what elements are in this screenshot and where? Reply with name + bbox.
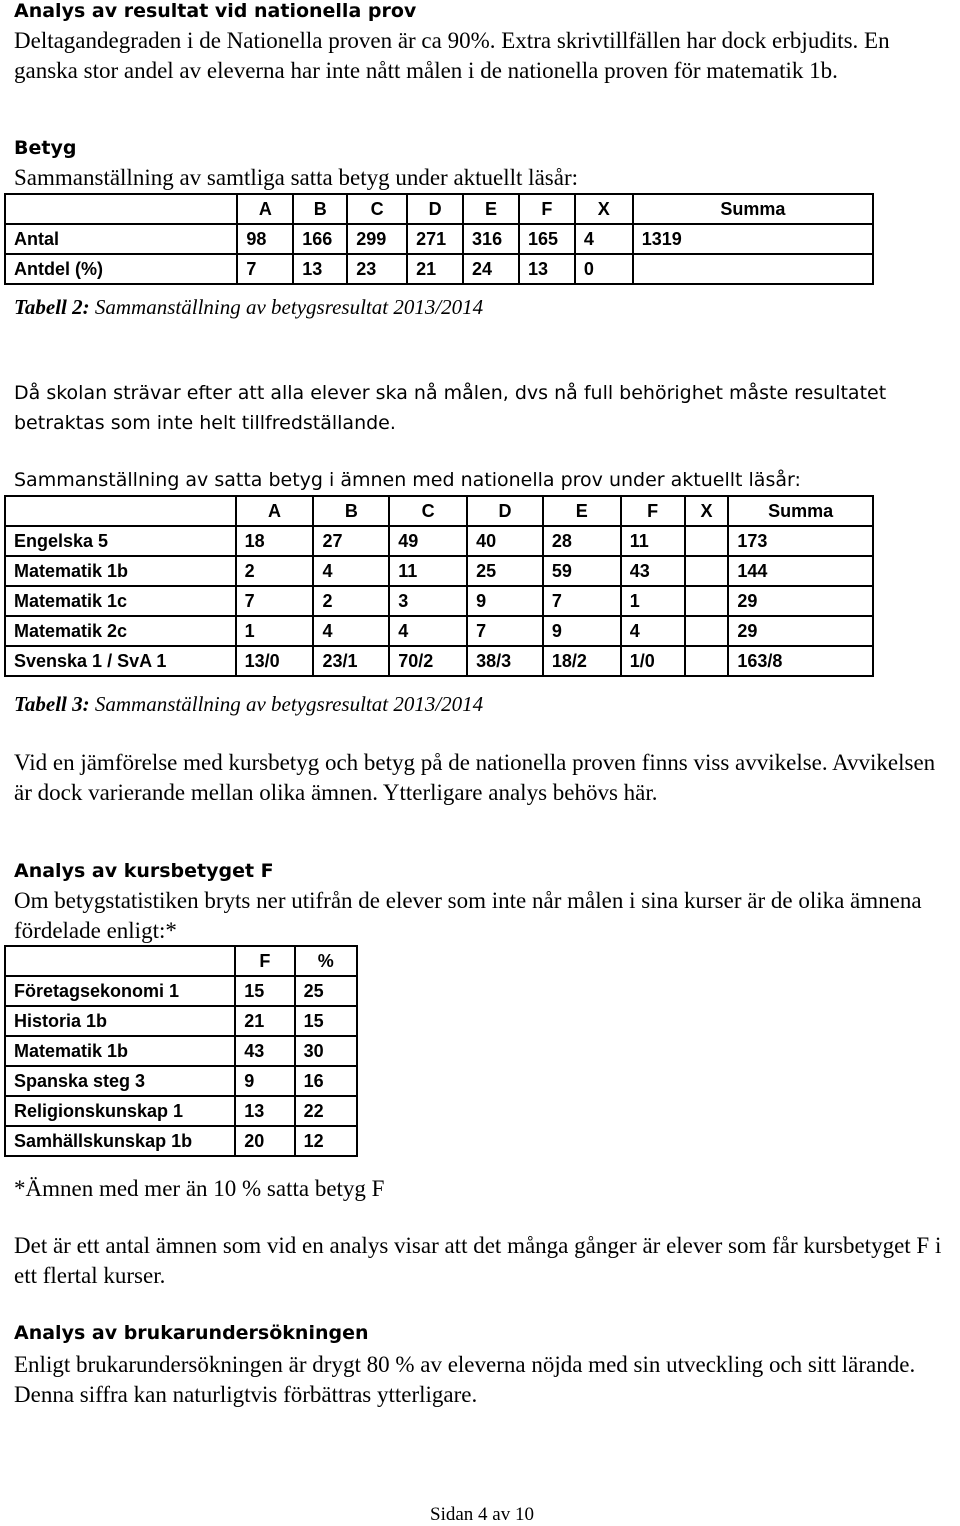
table-row xyxy=(5,1006,357,1036)
table-corner-cell xyxy=(5,496,236,526)
np-intro: Sammanställning av satta betyg i ämnen med nationella prov under aktuellt läsår: xyxy=(14,469,801,491)
table-row xyxy=(5,976,357,1006)
header-cell: Summa xyxy=(633,194,873,224)
table-cell xyxy=(685,586,729,616)
table-3-caption xyxy=(14,692,483,717)
table-cell: 163/8 xyxy=(728,646,873,676)
table-row xyxy=(5,1036,357,1066)
row-label: Matematik 2c xyxy=(5,616,236,646)
table-cell: 2 xyxy=(313,586,389,616)
table-cell: 13 xyxy=(293,254,347,284)
table-cell: 28 xyxy=(543,526,621,556)
table-row xyxy=(5,556,873,586)
table-cell: 4 xyxy=(313,616,389,646)
row-label: Religionskunskap 1 xyxy=(5,1096,235,1126)
table-cell: 18/2 xyxy=(543,646,621,676)
table-row xyxy=(5,224,873,254)
table-cell: 13 xyxy=(235,1096,294,1126)
kurs-conclusion: Det är ett antal ämnen som vid en analys visar att det många gånger är elever som får kursbetyget F i ett flertal kurser. xyxy=(14,1233,942,1288)
table-cell: 30 xyxy=(295,1036,357,1066)
table-cell: 24 xyxy=(463,254,519,284)
section-heading-national-tests: Analys av resultat vid nationella prov xyxy=(14,0,417,22)
table-cell: 11 xyxy=(621,526,685,556)
table-cell: 3 xyxy=(389,586,467,616)
table-cell: 25 xyxy=(295,976,357,1006)
table-cell: 299 xyxy=(347,224,407,254)
table-cell: 165 xyxy=(519,224,575,254)
table-cell: 9 xyxy=(235,1066,294,1096)
table-header-row xyxy=(5,496,873,526)
table-cell: 59 xyxy=(543,556,621,586)
table-cell: 1/0 xyxy=(621,646,685,676)
table-cell: 7 xyxy=(236,586,314,616)
table-row xyxy=(5,1126,357,1156)
header-cell: C xyxy=(389,496,467,526)
table-cell xyxy=(633,254,873,284)
table-cell: 271 xyxy=(407,224,463,254)
table-cell: 13/0 xyxy=(236,646,314,676)
table-cell: 38/3 xyxy=(467,646,543,676)
header-cell: B xyxy=(293,194,347,224)
table-cell: 16 xyxy=(295,1066,357,1096)
row-label: Historia 1b xyxy=(5,1006,235,1036)
row-label: Matematik 1c xyxy=(5,586,236,616)
table-cell: 98 xyxy=(237,224,293,254)
row-label: Matematik 1b xyxy=(5,1036,235,1066)
table-cell: 40 xyxy=(467,526,543,556)
header-cell: F xyxy=(519,194,575,224)
row-label: Antal xyxy=(5,224,237,254)
table-kursbetyg-f xyxy=(4,945,358,1157)
table-cell: 11 xyxy=(389,556,467,586)
table-corner-cell xyxy=(5,946,235,976)
table-cell: 13 xyxy=(519,254,575,284)
table-2-caption xyxy=(14,295,483,320)
section-heading-kursbetyg: Analys av kursbetyget F xyxy=(14,860,274,882)
caption-text: Sammanställning av betygsresultat 2013/2014 xyxy=(89,295,484,319)
table-row xyxy=(5,616,873,646)
table-national-tests xyxy=(4,495,874,677)
table-cell: 43 xyxy=(235,1036,294,1066)
table-row xyxy=(5,646,873,676)
table-row xyxy=(5,586,873,616)
row-label: Antdel (%) xyxy=(5,254,237,284)
section-heading-brukarundersokning: Analys av brukarundersökningen xyxy=(14,1322,369,1344)
table-cell: 1319 xyxy=(633,224,873,254)
table-row xyxy=(5,1066,357,1096)
table-cell: 7 xyxy=(543,586,621,616)
row-label: Spanska steg 3 xyxy=(5,1066,235,1096)
national-tests-paragraph: Deltagandegraden i de Nationella proven är ca 90%. Extra skrivtillfällen har dock erbjudits. En ganska stor andel av eleverna har inte nått målen i de nationella proven för matematik 1b. xyxy=(14,28,890,83)
table-header-row xyxy=(5,946,357,976)
table-row xyxy=(5,254,873,284)
row-label: Företagsekonomi 1 xyxy=(5,976,235,1006)
header-cell: F xyxy=(235,946,294,976)
bruk-paragraph: Enligt brukarundersökningen är drygt 80 % av eleverna nöjda med sin utveckling och sitt lärande. Denna siffra kan naturligtvis förbättras ytterligare. xyxy=(14,1352,916,1407)
table-cell: 1 xyxy=(621,586,685,616)
header-cell: E xyxy=(543,496,621,526)
table-cell: 4 xyxy=(313,556,389,586)
page-number: Sidan 4 av 10 xyxy=(430,1504,534,1525)
table-cell: 7 xyxy=(467,616,543,646)
table-cell: 173 xyxy=(728,526,873,556)
betyg-conclusion: Då skolan strävar efter att alla elever ska nå målen, dvs nå full behörighet måste resultatet betraktas som inte helt tillfredställande. xyxy=(14,382,887,434)
table-cell: 12 xyxy=(295,1126,357,1156)
table-cell: 22 xyxy=(295,1096,357,1126)
header-cell: C xyxy=(347,194,407,224)
table-cell: 4 xyxy=(575,224,633,254)
table-cell: 27 xyxy=(313,526,389,556)
table-cell xyxy=(685,616,729,646)
table-cell: 49 xyxy=(389,526,467,556)
table-corner-cell xyxy=(5,194,237,224)
table-cell: 15 xyxy=(235,976,294,1006)
table-header-row xyxy=(5,194,873,224)
table-cell: 25 xyxy=(467,556,543,586)
table-cell: 70/2 xyxy=(389,646,467,676)
table-cell: 43 xyxy=(621,556,685,586)
kurs-intro: Om betygstatistiken bryts ner utifrån de elever som inte når målen i sina kurser är de olika ämnena fördelade enligt:* xyxy=(14,888,922,943)
table-cell: 29 xyxy=(728,586,873,616)
table-betyg-summary xyxy=(4,193,874,285)
row-label: Svenska 1 / SvA 1 xyxy=(5,646,236,676)
table-cell: 144 xyxy=(728,556,873,586)
header-cell: Summa xyxy=(728,496,873,526)
betyg-intro: Sammanställning av samtliga satta betyg under aktuellt läsår: xyxy=(14,165,578,190)
table-row xyxy=(5,1096,357,1126)
table-cell: 166 xyxy=(293,224,347,254)
kurs-footnote: *Ämnen med mer än 10 % satta betyg F xyxy=(14,1176,385,1201)
table-cell: 23/1 xyxy=(313,646,389,676)
table-cell: 7 xyxy=(237,254,293,284)
header-cell: % xyxy=(295,946,357,976)
section-heading-betyg: Betyg xyxy=(14,137,77,159)
table-cell: 4 xyxy=(389,616,467,646)
caption-label: Tabell 2: xyxy=(14,295,90,319)
table-cell: 23 xyxy=(347,254,407,284)
table-cell: 15 xyxy=(295,1006,357,1036)
caption-label: Tabell 3: xyxy=(14,692,90,716)
table-cell: 0 xyxy=(575,254,633,284)
table-cell: 4 xyxy=(621,616,685,646)
table-cell: 2 xyxy=(236,556,314,586)
table-row xyxy=(5,526,873,556)
table-cell xyxy=(685,526,729,556)
header-cell: X xyxy=(575,194,633,224)
header-cell: A xyxy=(237,194,293,224)
header-cell: F xyxy=(621,496,685,526)
table-cell: 21 xyxy=(407,254,463,284)
header-cell: X xyxy=(685,496,729,526)
header-cell: E xyxy=(463,194,519,224)
table-cell xyxy=(685,556,729,586)
table-cell: 9 xyxy=(543,616,621,646)
table-cell: 1 xyxy=(236,616,314,646)
table-cell: 18 xyxy=(236,526,314,556)
table-cell: 20 xyxy=(235,1126,294,1156)
header-cell: B xyxy=(313,496,389,526)
table-cell: 21 xyxy=(235,1006,294,1036)
caption-text: Sammanställning av betygsresultat 2013/2014 xyxy=(89,692,484,716)
table-cell xyxy=(685,646,729,676)
row-label: Matematik 1b xyxy=(5,556,236,586)
table-cell: 316 xyxy=(463,224,519,254)
table-cell: 29 xyxy=(728,616,873,646)
row-label: Samhällskunskap 1b xyxy=(5,1126,235,1156)
header-cell: D xyxy=(407,194,463,224)
np-conclusion: Vid en jämförelse med kursbetyg och betyg på de nationella proven finns viss avvikelse. Avvikelsen är dock varierande mellan olika ämnen. Ytterligare analys behövs här. xyxy=(14,750,936,805)
header-cell: D xyxy=(467,496,543,526)
header-cell: A xyxy=(236,496,314,526)
table-cell: 9 xyxy=(467,586,543,616)
row-label: Engelska 5 xyxy=(5,526,236,556)
